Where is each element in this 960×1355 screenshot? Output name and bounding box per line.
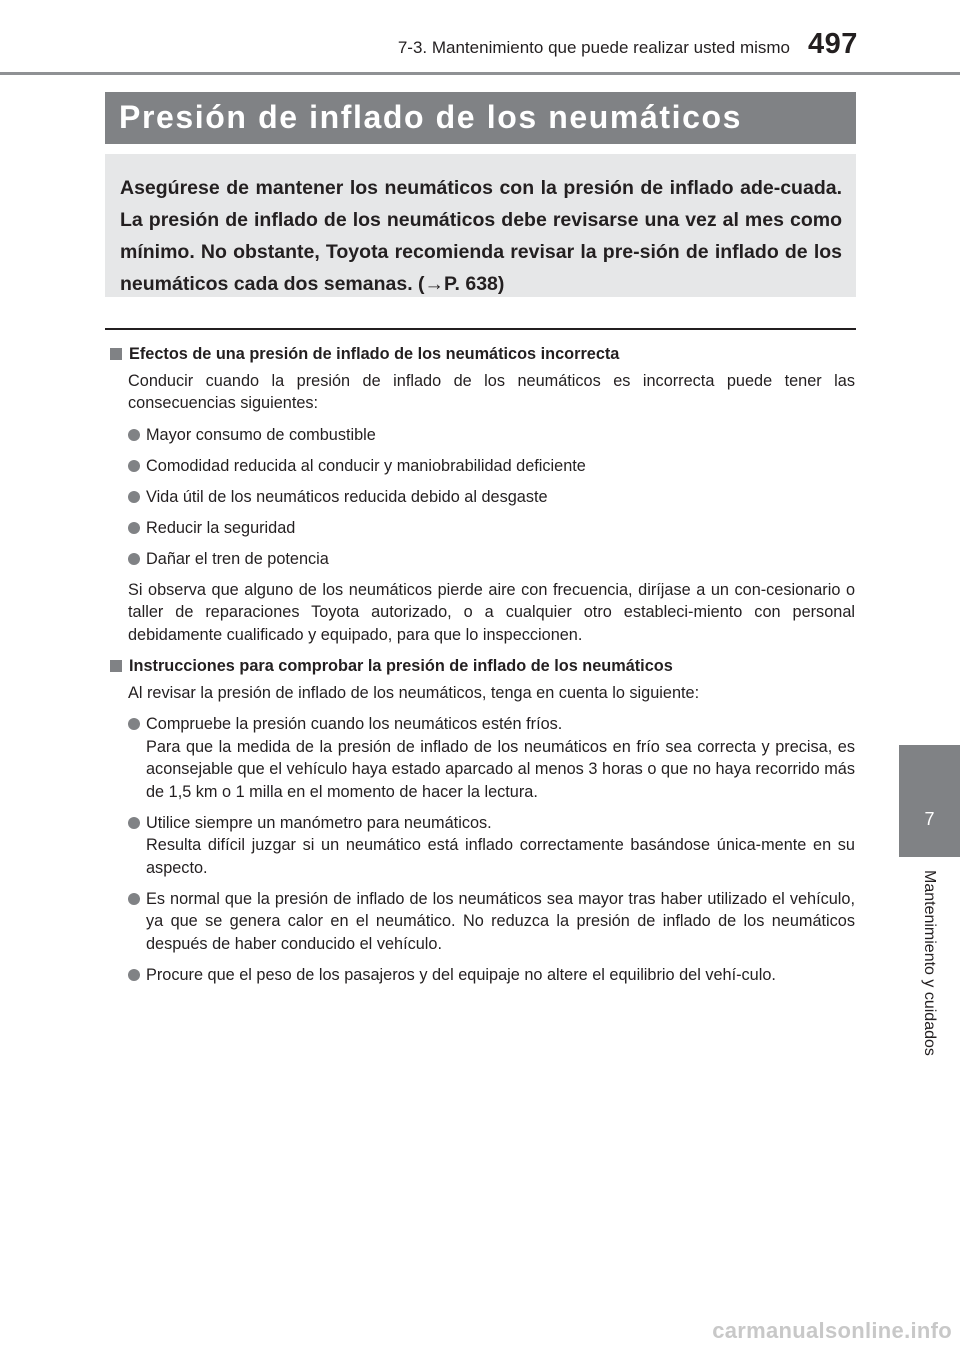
list-item-text: Dañar el tren de potencia xyxy=(146,549,329,568)
list-item xyxy=(128,455,855,478)
circle-bullet-icon xyxy=(128,553,140,565)
page-title: Presión de inflado de los neumáticos xyxy=(119,99,743,135)
circle-bullet-icon xyxy=(128,491,140,503)
page-number: 497 xyxy=(808,28,858,60)
list-item-text: Para que la medida de la presión de inflado de los neumáticos en frío sea correcta y precisa, es aconsejable que el vehículo haya estado aparcado al menos 3 horas o que no haya recorrido más de 1,5 km o 1 milla en el momento de hacer la lectura. xyxy=(146,737,855,801)
section-heading-effects xyxy=(110,343,855,366)
square-bullet-icon xyxy=(110,348,122,360)
chapter-label-text: Mantenimiento y cuidados xyxy=(921,870,938,1056)
list-item-text: Reducir la seguridad xyxy=(146,518,296,537)
circle-bullet-icon xyxy=(128,429,140,441)
list-item xyxy=(128,517,855,540)
list-item xyxy=(128,486,855,509)
intro-box xyxy=(105,154,856,297)
section-heading-instructions xyxy=(110,655,855,678)
list-item-text: Resulta difícil juzgar si un neumático está inflado correctamente basándose única-mente en su aspecto. xyxy=(146,836,855,877)
section-heading-text: Efectos de una presión de inflado de los neumáticos incorrecta xyxy=(129,345,620,363)
list-item xyxy=(128,548,855,571)
circle-bullet-icon xyxy=(128,718,140,730)
header-section-title: 7-3. Mantenimiento que puede realizar usted mismo xyxy=(397,38,790,57)
title-bar xyxy=(105,92,856,144)
circle-bullet-icon xyxy=(128,460,140,472)
list-item xyxy=(128,812,855,880)
list-item xyxy=(128,424,855,447)
section-lead: Al revisar la presión de inflado de los neumáticos, tenga en cuenta lo siguiente: xyxy=(128,683,700,702)
section-closing: Si observa que alguno de los neumáticos pierde aire con frecuencia, diríjase a un con-cesionario o taller de reparaciones Toyota autorizado, o a cualquier otro estableci-miento con personal debidamente cualificado y equipado, para que lo inspeccionen. xyxy=(128,580,855,644)
square-bullet-icon xyxy=(110,660,122,672)
list-item-text: Vida útil de los neumáticos reducida debido al desgaste xyxy=(146,487,548,506)
circle-bullet-icon xyxy=(128,969,140,981)
list-item-title: Utilice siempre un manómetro para neumáticos. xyxy=(146,813,492,832)
section-lead: Conducir cuando la presión de inflado de los neumáticos es incorrecta puede tener las consecuencias siguientes: xyxy=(128,371,855,412)
list-item-text: Es normal que la presión de inflado de los neumáticos sea mayor tras haber utilizado el vehículo, ya que se genera calor en el neumático. No reduzca la presión de inflado de los neumáticos después de haber conducido el vehículo. xyxy=(146,889,855,953)
section-heading-text: Instrucciones para comprobar la presión de inflado de los neumáticos xyxy=(129,657,673,675)
chapter-number: 7 xyxy=(924,809,935,829)
main-content xyxy=(110,343,855,995)
circle-bullet-icon xyxy=(128,893,140,905)
circle-bullet-icon xyxy=(128,817,140,829)
list-item-text: Mayor consumo de combustible xyxy=(146,425,376,444)
intro-text: Asegúrese de mantener los neumáticos con la presión de inflado ade-cuada. La presión de inflado de los neumáticos debe revisarse una vez al mes como mínimo. No obstante, Toyota recomienda revisar la pre-sión de inflado de los neumáticos cada dos semanas. (→P. 638) xyxy=(120,177,842,295)
watermark: carmanualsonline.info xyxy=(712,1318,952,1343)
list-item xyxy=(128,964,855,987)
chapter-label xyxy=(920,870,942,1080)
chapter-tab xyxy=(899,745,960,857)
list-item-text: Comodidad reducida al conducir y maniobrabilidad deficiente xyxy=(146,456,586,475)
circle-bullet-icon xyxy=(128,522,140,534)
list-item xyxy=(128,888,855,956)
list-item xyxy=(128,713,855,803)
section-divider xyxy=(105,328,856,330)
list-item-text: Procure que el peso de los pasajeros y del equipaje no altere el equilibrio del vehí-culo. xyxy=(146,965,776,984)
list-item-title: Compruebe la presión cuando los neumáticos estén fríos. xyxy=(146,715,563,733)
header-divider xyxy=(0,72,960,75)
